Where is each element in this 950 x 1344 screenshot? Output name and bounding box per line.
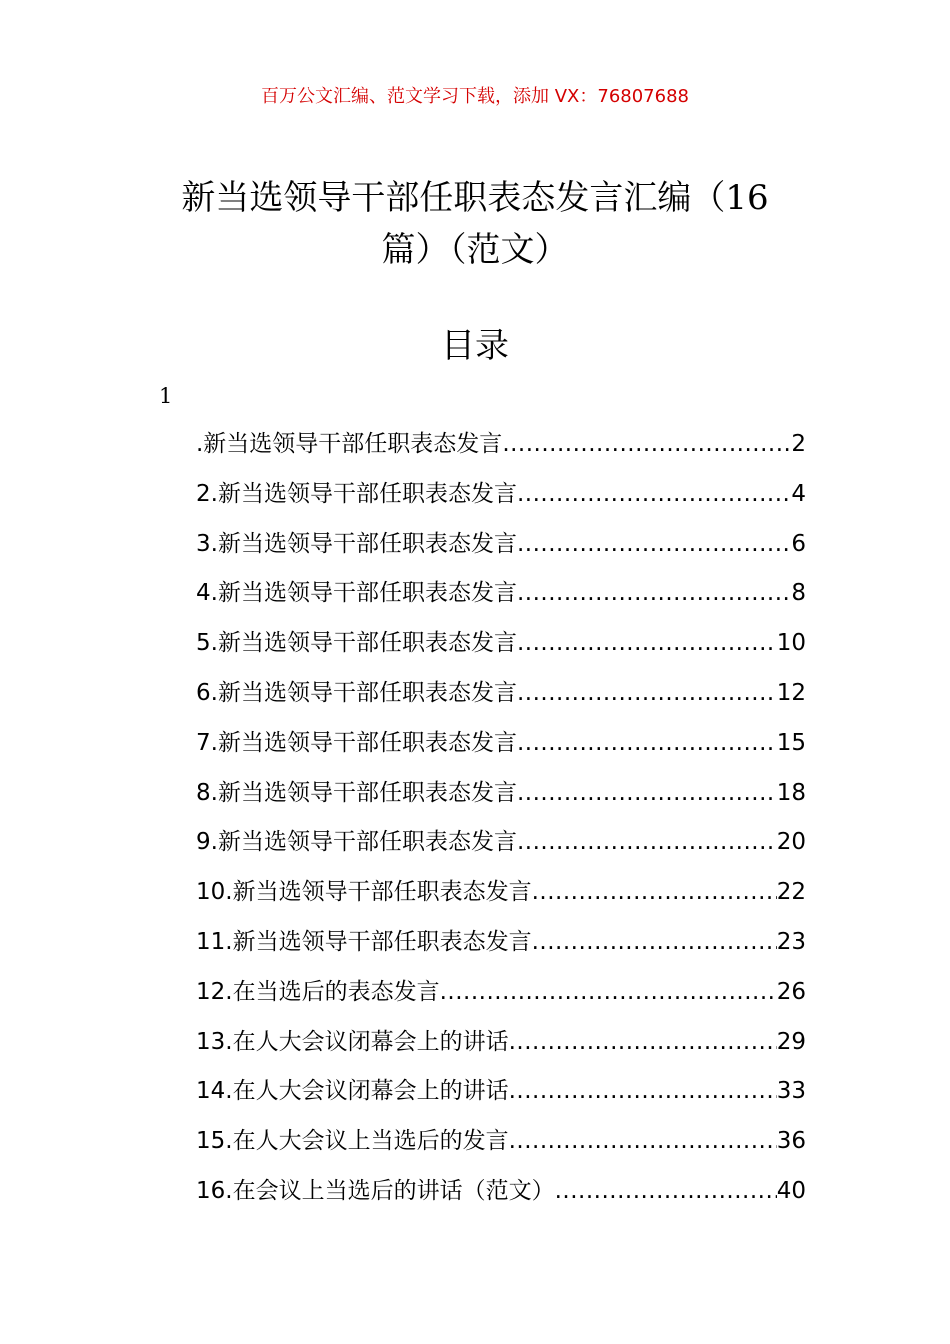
toc-entry-title: .新当选领导干部任职表态发言 <box>196 431 503 457</box>
toc-dot-leader <box>555 1175 777 1207</box>
header-note: 百万公文汇编、范文学习下载，添加 VX：76807688 <box>261 86 689 107</box>
toc-entry-page: 8 <box>791 580 806 607</box>
toc-dot-leader <box>532 926 777 958</box>
toc-entry-page: 6 <box>791 530 806 557</box>
toc-heading: 目录 <box>441 326 509 366</box>
toc-dot-leader <box>509 1026 777 1058</box>
toc-entry-page: 23 <box>776 928 806 955</box>
toc-entry-page: 22 <box>776 879 806 906</box>
toc-entry-title: 11.新当选领导干部任职表态发言 <box>196 928 532 955</box>
toc-entry[interactable] <box>196 428 806 478</box>
toc-entry-page: 18 <box>776 779 806 806</box>
toc-entry[interactable] <box>196 876 806 926</box>
toc-entry[interactable] <box>196 1175 806 1225</box>
toc-entry-page: 12 <box>776 679 806 706</box>
toc-entry-page: 36 <box>776 1128 806 1155</box>
toc-entry-title: 7.新当选领导干部任职表态发言 <box>196 729 517 756</box>
toc-entry-title: 14.在人大会议闭幕会上的讲话 <box>196 1078 509 1105</box>
title-line1-text: 新当选领导干部任职表态发言汇编（ <box>181 178 726 218</box>
title-line2-text: 篇）（范文） <box>381 230 569 270</box>
toc-dot-leader <box>517 627 777 659</box>
toc-dot-leader <box>517 777 777 809</box>
toc-dot-leader <box>517 677 777 709</box>
toc-entry-title: 8.新当选领导干部任职表态发言 <box>196 779 517 806</box>
toc-entry[interactable] <box>196 777 806 827</box>
toc-entry[interactable] <box>196 976 806 1026</box>
toc-dot-leader <box>532 876 777 908</box>
toc-entry-page: 10 <box>776 630 806 657</box>
toc-entry-page: 29 <box>776 1028 806 1055</box>
toc-entry-page: 26 <box>776 978 806 1005</box>
toc-entry-title: 9.新当选领导干部任职表态发言 <box>196 829 517 856</box>
toc-entry-title: 15.在人大会议上当选后的发言 <box>196 1128 509 1155</box>
document-title <box>160 172 790 276</box>
toc-entry[interactable] <box>196 677 806 727</box>
toc-entry[interactable] <box>196 1075 806 1125</box>
toc-entry[interactable] <box>196 627 806 677</box>
toc-entry-title: 10.新当选领导干部任职表态发言 <box>196 879 532 906</box>
toc-entry-page: 15 <box>776 729 806 756</box>
toc-entry-page: 33 <box>776 1078 806 1105</box>
toc-entry[interactable] <box>196 926 806 976</box>
toc-dot-leader <box>517 478 791 510</box>
toc-entry-page: 4 <box>791 480 806 507</box>
table-of-contents <box>196 428 806 1225</box>
toc-dot-leader <box>517 577 791 609</box>
toc-entry-title: 5.新当选领导干部任职表态发言 <box>196 630 517 657</box>
toc-dot-leader <box>440 976 777 1008</box>
toc-entry[interactable] <box>196 528 806 578</box>
toc-dot-leader <box>517 727 777 759</box>
toc-dot-leader <box>509 1075 777 1107</box>
toc-entry[interactable] <box>196 826 806 876</box>
title-line1-number: 16 <box>725 178 769 218</box>
toc-entry-page: 40 <box>776 1177 806 1204</box>
toc-entry[interactable] <box>196 577 806 627</box>
toc-entry[interactable] <box>196 727 806 777</box>
toc-entry[interactable] <box>196 1026 806 1076</box>
toc-dot-leader <box>517 826 777 858</box>
toc-dot-leader <box>509 1125 777 1157</box>
toc-entry-title: 13.在人大会议闭幕会上的讲话 <box>196 1028 509 1055</box>
toc-entry-page: 20 <box>776 829 806 856</box>
toc-entry-title: 6.新当选领导干部任职表态发言 <box>196 679 517 706</box>
toc-entry[interactable] <box>196 1125 806 1175</box>
toc-entry-title: 16.在会议上当选后的讲话（范文） <box>196 1177 555 1204</box>
toc-dot-leader <box>517 528 791 560</box>
toc-entry-title: 3.新当选领导干部任职表态发言 <box>196 530 517 557</box>
toc-entry-title: 2.新当选领导干部任职表态发言 <box>196 480 517 507</box>
toc-dot-leader <box>502 428 791 460</box>
toc-entry-title: 4.新当选领导干部任职表态发言 <box>196 580 517 607</box>
stray-number: 1 <box>159 384 173 408</box>
toc-entry[interactable] <box>196 478 806 528</box>
toc-entry-page: 2 <box>791 431 806 457</box>
toc-entry-title: 12.在当选后的表态发言 <box>196 978 440 1005</box>
